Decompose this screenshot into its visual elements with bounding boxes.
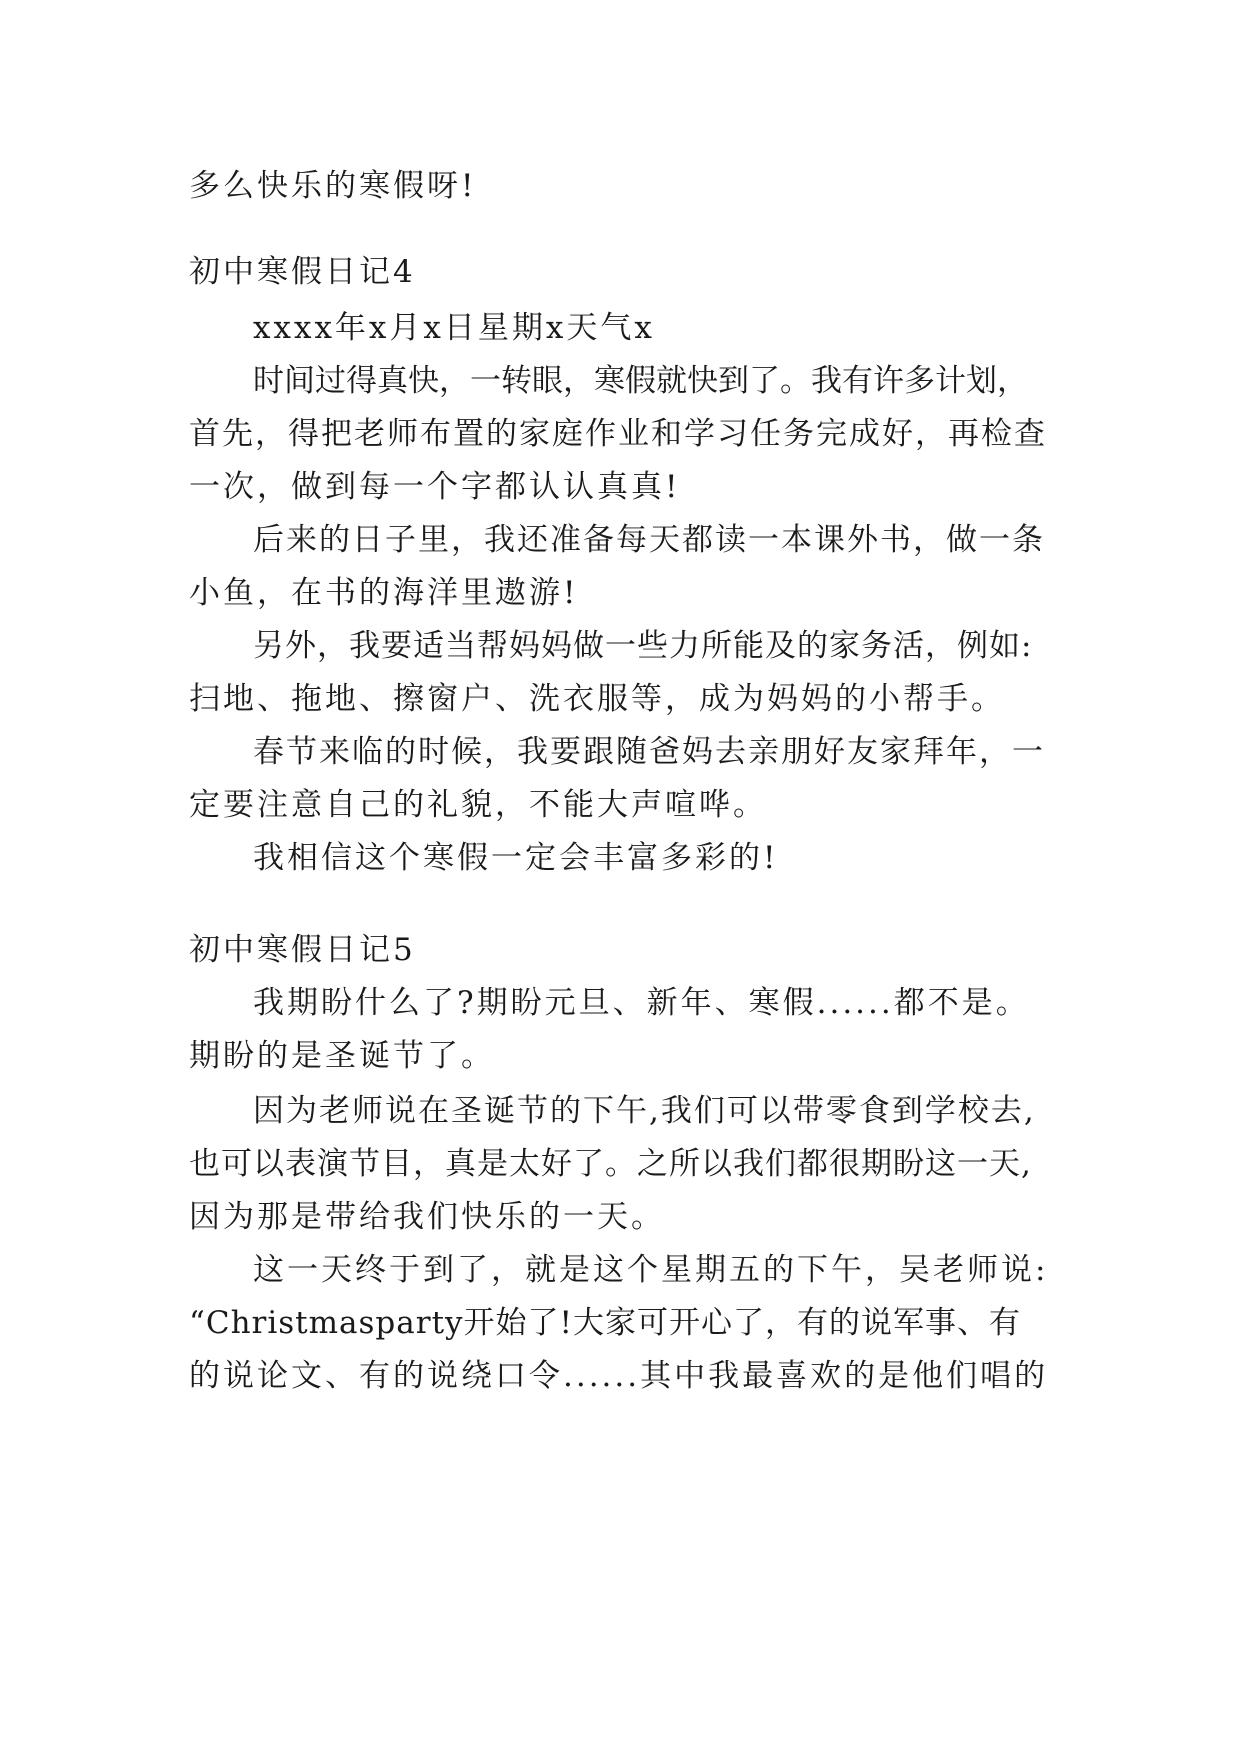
paragraph-line: 后来的日子里，我还准备每天都读一本课外书，做一条 [253,522,1045,558]
paragraph-line: 这一天终于到了，就是这个星期五的下午，吴老师说: [253,1252,1049,1288]
section-heading: 初中寒假日记5 [189,932,416,968]
paragraph-line: 我期盼什么了?期盼元旦、新年、寒假......都不是。 [253,985,1030,1021]
paragraph-line: 春节来临的时候，我要跟随爸妈去亲朋好友家拜年，一 [253,734,1045,770]
paragraph-line: 因为老师说在圣诞节的下午,我们可以带零食到学校去, [253,1093,1036,1129]
date-line: xxxx年x月x日星期x天气x [253,310,655,346]
paragraph-line: “Christmasparty开始了!大家可开心了，有的说军事、有 [189,1305,1021,1341]
paragraph-line: 定要注意自己的礼貌，不能大声喧哗。 [189,787,767,823]
paragraph-line: 小鱼，在书的海洋里遨游! [189,575,579,611]
paragraph-line: 一次，做到每一个字都认认真真! [189,469,681,505]
text-line: 多么快乐的寒假呀! [189,168,477,204]
paragraph-line: 期盼的是圣诞节了。 [189,1038,495,1074]
paragraph-line: 首先，得把老师布置的家庭作业和学习任务完成好，再检查 [189,416,1047,452]
paragraph-line: 也可以表演节目，真是太好了。之所以我们都很期盼这一天, [189,1146,1032,1182]
paragraph-line: 时间过得真快，一转眼，寒假就快到了。我有许多计划， [253,363,1028,399]
paragraph-line: 另外，我要适当帮妈妈做一些力所能及的家务活，例如: [253,628,1033,664]
paragraph-line: 因为那是带给我们快乐的一天。 [189,1199,665,1235]
section-heading: 初中寒假日记4 [189,254,416,290]
paragraph-line: 我相信这个寒假一定会丰富多彩的! [253,840,779,876]
paragraph-line: 的说论文、有的说绕口令......其中我最喜欢的是他们唱的 [189,1358,1049,1394]
paragraph-line: 扫地、拖地、擦窗户、洗衣服等，成为妈妈的小帮手。 [189,681,1005,717]
